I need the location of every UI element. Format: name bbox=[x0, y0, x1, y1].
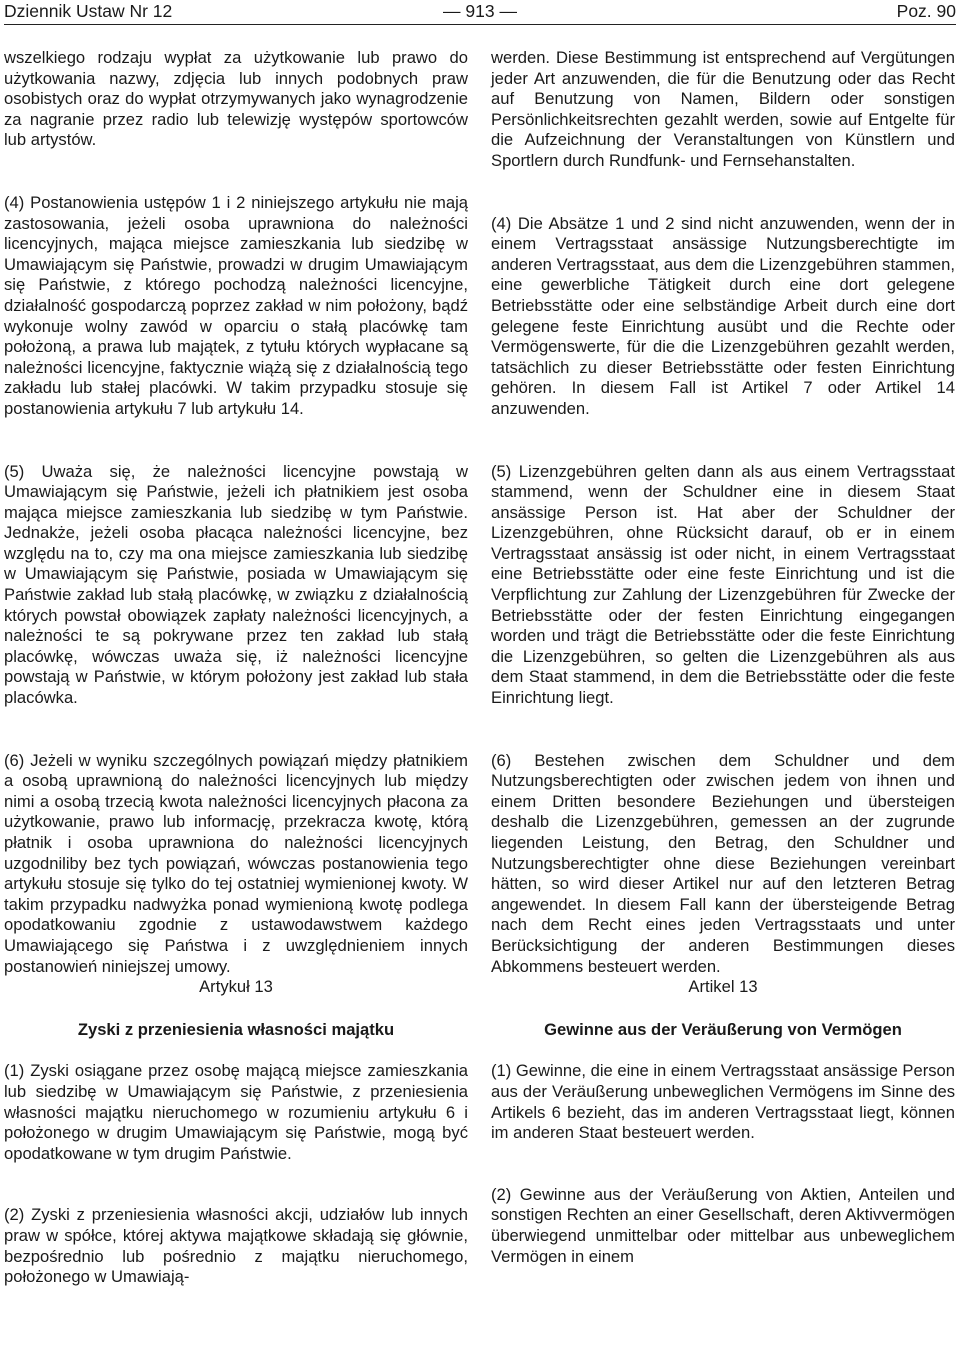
pl-article-number: Artykuł 13 bbox=[199, 977, 273, 997]
de-article-number: Artikel 13 bbox=[688, 977, 758, 997]
pl-paragraph-4: (4) Postanowienia ustępów 1 i 2 niniejszego artykułu nie mają zastosowania, jeżeli osoba uprawniona do należności licencyjnych, mająca miejsce zamieszkania lub siedzibę w Umawiającym się Państwie, prowadzi w drugim Umawiającym się Państwie, z którego pochodzą należności licencyjne, działalność gospodarczą poprzez zakład w nim położony, bądź wykonuje wolny zawód w oparciu o stałą placówkę tam położoną, a prawa lub majątek, z tytułu których wypłacane są należności licencyjne, faktycznie wiążą się z działalnością tego zakładu lub stałej placówki. W takim przypadku stosuje się postanowienia artykułu 7 lub artykułu 14. bbox=[4, 192, 468, 418]
pl-paragraph-5: (5) Uważa się, że należności licencyjne powstają w Umawiającym się Państwie, jeżeli ich płatnikiem jest osoba mająca miejsce zamieszkania lub siedzibę w tym Państwie. Jednakże, jeżeli osoba płacąca należności licencyjne, bez względu na to, czy ma ona miejsce zamieszkania lub siedzibę w Umawiającym się Państwie, posiada w Umawiającym się Państwie zakład lub stałą placówkę, w związku z działalnością których powstał obowiązek zapłaty należności licencyjnych, a należności te są pokrywane przez ten zakład lub stałą placówkę, wówczas uważa się, iż należności licencyjne powstają w Państwie, w którym położony jest zakład lub stała placówka. bbox=[4, 461, 468, 708]
pl-article-heading: Zyski z przeniesienia własności majątku bbox=[77, 1019, 395, 1039]
german-column bbox=[491, 48, 955, 1267]
de-paragraph-5: (5) Lizenzgebühren gelten dann als aus einem Vertragsstaat stammend, wenn der Schuldner eine in diesem Staat ansässige Person ist. Hat aber der Schuldner der Lizenzgebühren, ohne Rücksicht darauf, ob er in einem Vertragsstaat ansässig ist oder nicht, in einem Vertragsstaat eine Betriebsstätte oder eine feste Einrichtung und ist die Verpflichtung zur Zahlung der Lizenzgebühren für Zwecke der Betriebsstätte oder der festen Einrichtung eingegangen worden und trägt die Betriebsstätte oder die feste Einrichtung die Lizenzgebühren, so gelten die Lizenzgebühren als aus dem Staat stammend, in dem die Betriebsstätte oder die feste Einrichtung liegt. bbox=[491, 461, 955, 708]
polish-column bbox=[4, 48, 468, 1288]
de-intro-paragraph: werden. Diese Bestimmung ist entsprechend auf Vergütungen jeder Art anzuwenden, die für die Benutzung oder das Recht auf Benutzung von Namen, Bildern oder sonstigen Persönlichkeitsrechten gezahlt werden, sowie auf Entgelte für die Aufzeichnung der Veranstaltungen von Künstlern und Sportlern durch Rundfunk- und Fernsehanstalten. bbox=[491, 48, 955, 170]
de-article-13-paragraph-2: (2) Gewinne aus der Veräußerung von Aktien, Anteilen und sonstigen Rechten an einer Gesellschaft, deren Aktivvermögen überwiegend unmittelbar oder mittelbar aus unbeweglichem Vermögen in einem bbox=[491, 1184, 955, 1266]
position-number: Poz. 90 bbox=[896, 1, 956, 21]
de-paragraph-6: (6) Bestehen zwischen dem Schuldner und dem Nutzungsberechtigten oder zwischen jedem von ihnen und einem Dritten besondere Beziehungen und übersteigen deshalb die Lizenzgebühren, gemessen an der zugrunde liegenden Leistung, den Betrag, den Schuldner und Nutzungsberechtigter ohne diese Beziehungen vereinbart hätten, so wird dieser Artikel nur auf den letzteren Betrag angewendet. In diesem Fall kann der übersteigende Betrag nach dem Recht eines jeden Vertragsstaats und unter Berücksichtigung der anderen Bestimmungen dieses Abkommens besteuert werden. bbox=[491, 750, 955, 976]
de-paragraph-4: (4) Die Absätze 1 und 2 sind nicht anzuwenden, wenn der in einem Vertragsstaat ansässige Nutzungsberechtigte im anderen Vertragsstaat, aus dem die Lizenzgebühren stammen, eine gewerbliche Tätigkeit durch eine dort gelegene Betriebsstätte oder eine selbständige Arbeit durch eine dort gelegene feste Einrichtung ausübt und die Rechte oder Vermögenswerte, für die die Lizenzgebühren gezahlt werden, tatsächlich zu dieser Betriebsstätte oder festen Einrichtung gehören. In diesem Fall ist Artikel 7 oder Artikel 14 anzuwenden. bbox=[491, 213, 955, 418]
pl-article-13-paragraph-2: (2) Zyski z przeniesienia własności akcji, udziałów lub innych praw w spółce, której aktywa majątkowe składają się głównie, bezpośrednio lub pośrednio z majątku nieruchomego, położonego w Umawiają- bbox=[4, 1205, 468, 1287]
page-header bbox=[4, 0, 956, 23]
pl-intro-paragraph: wszelkiego rodzaju wypłat za użytkowanie lub prawo do użytkowania nazwy, zdjęcia lub innych podobnych praw osobistych oraz do wypłat otrzymywanych jako wynagrodzenie za nagranie przez radio lub telewizję występów sportowców lub artystów. bbox=[4, 48, 468, 150]
pl-paragraph-6: (6) Jeżeli w wyniku szczególnych powiązań między płatnikiem a osobą uprawnioną do należności licencyjnych lub między nimi a osobą trzecią kwota należności licencyjnych płacona za użytkowanie, prawo lub informację, przekracza kwotę, którą płatnik i osoba uprawniona do należności licencyjnych uzgodniliby bez tych powiązań, wówczas postanowienia tego artykułu stosuje się tylko do tej ostatniej wymienionej kwoty. W takim przypadku nadwyżka ponad wymienioną kwotę podlega opodatkowaniu zgodnie z ustawodawstwem każdego Umawiającego się Państwa i z uwzględnieniem innych postanowień niniejszej umowy. bbox=[4, 750, 468, 976]
journal-title: Dziennik Ustaw Nr 12 bbox=[4, 1, 173, 21]
de-article-13-paragraph-1: (1) Gewinne, die eine in einem Vertragsstaat ansässige Person aus der Veräußerung unbeweglichen Vermögens im Sinne des Artikels 6 bezieht, das im anderen Vertragsstaat liegt, können im anderen Staat besteuert werden. bbox=[491, 1061, 955, 1143]
header-rule bbox=[4, 24, 956, 25]
de-article-heading: Gewinne aus der Veräußerung von Vermögen bbox=[544, 1019, 902, 1039]
pl-article-13-paragraph-1: (1) Zyski osiągane przez osobę mającą miejsce zamieszkania lub siedzibę w Umawiającym się Państwie, z przeniesienia własności majątku nieruchomego w rozumieniu artykułu 6 i położonego w drugim Umawiającym się Państwie, mogą być opodatkowane w tym drugim Państwie. bbox=[4, 1061, 468, 1163]
page-number: — 913 — bbox=[443, 1, 517, 21]
